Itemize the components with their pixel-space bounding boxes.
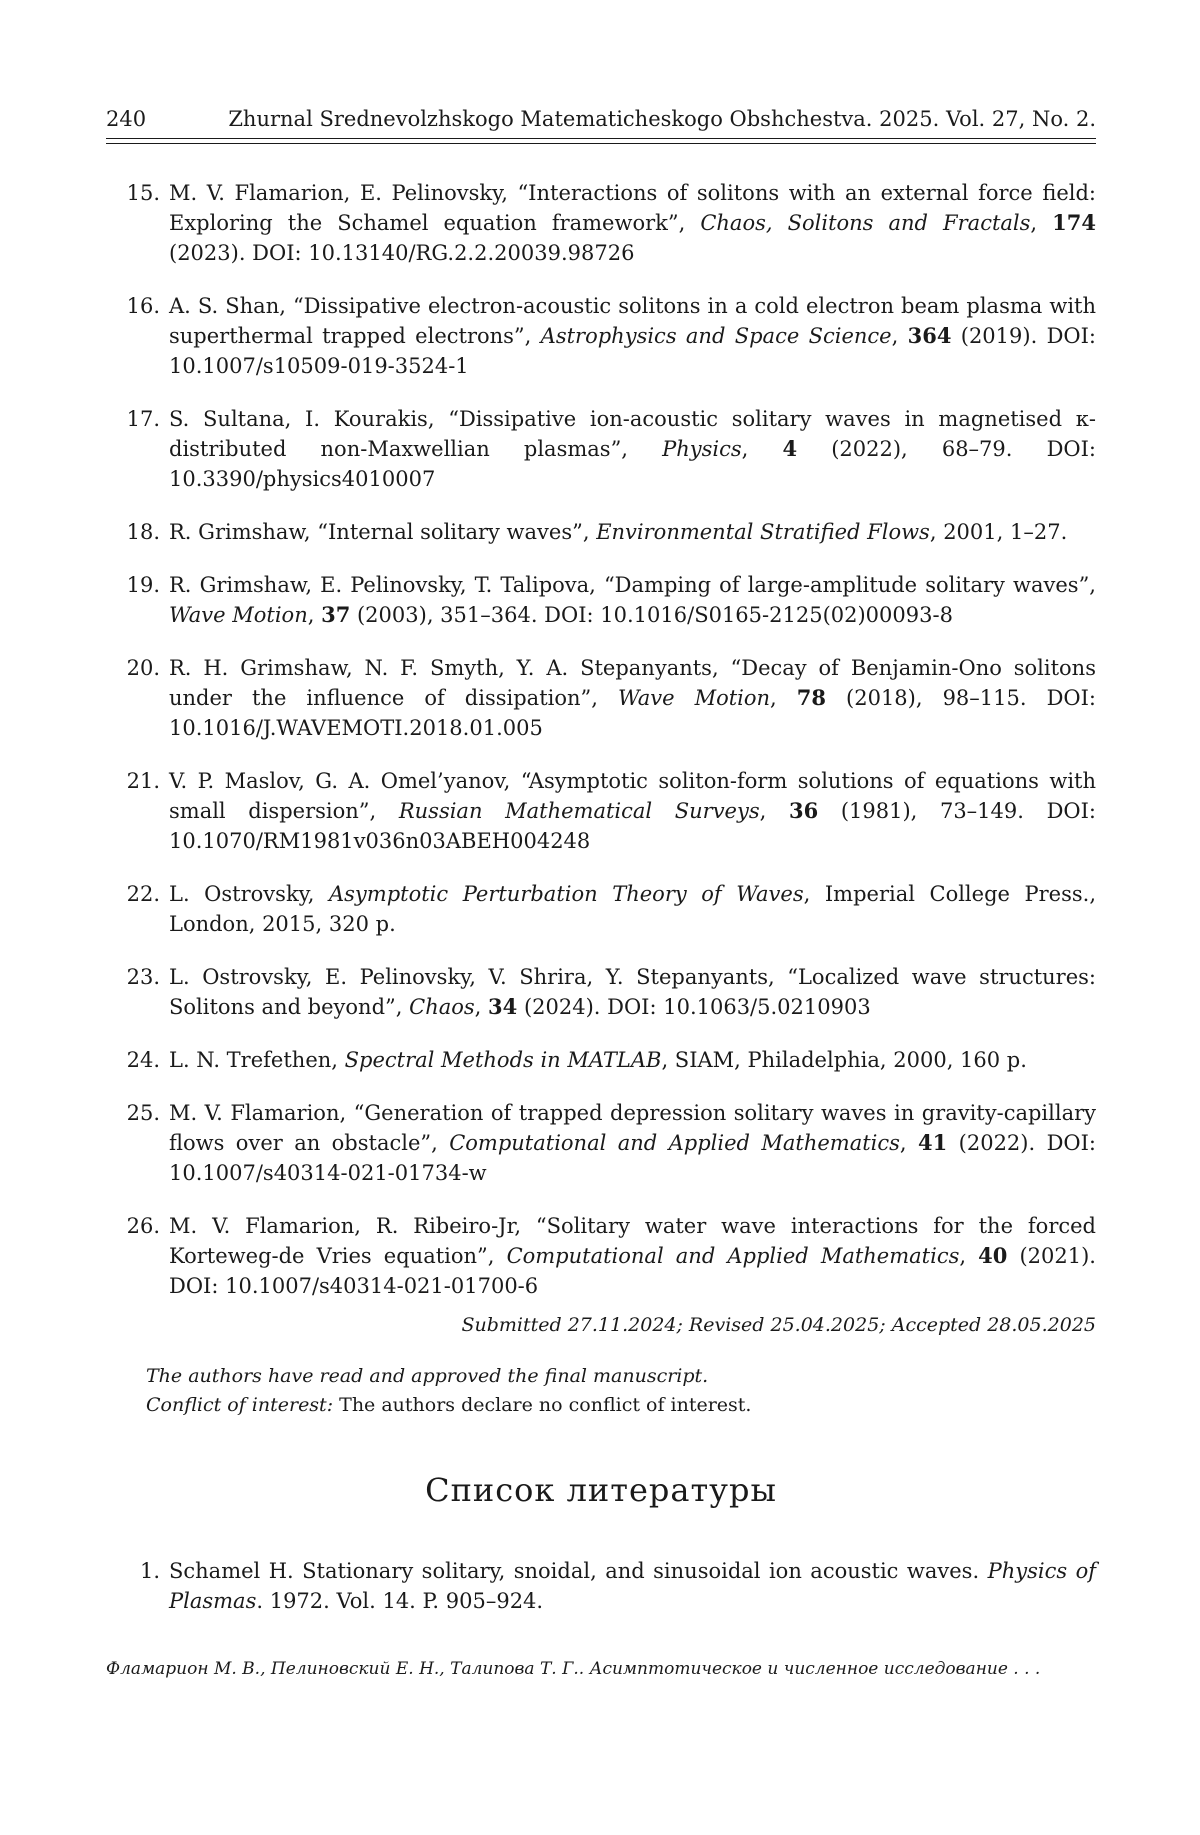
reference-number: 19. [126,573,160,597]
reference-separator: , SIAM, Philadelphia, 2000, 160 p. [661,1048,1027,1072]
reference-venue: Russian Mathematical Surveys [398,799,760,823]
reference-venue: Astrophysics and Space Science [540,324,892,348]
reference-text [169,291,1096,381]
reference-number: 20. [126,656,160,680]
ru-references-heading: Список литературы [425,1471,777,1509]
reference-volume: 36 [788,798,819,823]
reference-venue: Wave Motion [169,603,308,627]
reference-volume: 40 [978,1243,1008,1268]
reference-authors-title: M. V. Flamarion, “Generation of trapped depression solitary waves in gravity-capillary flows over an obstacle”, [169,1101,1096,1155]
journal-title: Zhurnal Srednevolzhskogo Matematicheskogo Obshchestva. 2025. Vol. 27, No. 2. [228,107,1096,131]
reference-separator: , [899,1131,919,1155]
reference-separator: , [759,799,789,823]
reference-item [106,570,1096,630]
reference-separator: . 1972. Vol. 14. P. 905–924. [256,1589,544,1613]
reference-number: 24. [126,1048,160,1072]
reference-number: 21. [126,769,160,793]
reference-list [106,178,1096,1324]
conflict-label: Conflict of interest: [146,1394,334,1416]
reference-text [169,962,1096,1022]
page-number: 240 [106,107,147,131]
running-footer: Фламарион М. В., Пелиновский Е. Н., Талипова Т. Г.. Асимптотическое и численное исследование . . . [106,1659,1041,1679]
reference-separator: , [1030,211,1053,235]
reference-item [106,766,1096,856]
reference-volume: 41 [918,1130,948,1155]
reference-volume: 78 [796,685,826,710]
reference-text [169,404,1096,494]
reference-number: 17. [126,407,160,431]
author-notes [146,1362,1096,1420]
reference-volume: 34 [488,994,518,1019]
reference-volume: 37 [321,602,351,627]
reference-details: (1981), 73–149. DOI: 10.1070/RM1981v036n03ABEH004248 [169,799,1096,853]
reference-text [169,1556,1096,1616]
reference-venue: Wave Motion [617,686,771,710]
reference-item [106,404,1096,494]
submission-dates: Submitted 27.11.2024; Revised 25.04.2025; Accepted 28.05.2025 [461,1314,1096,1336]
reference-separator: , [959,1244,979,1268]
reference-volume: 174 [1052,210,1096,235]
reference-authors-title: A. S. Shan, “Dissipative electron-acoustic solitons in a cold electron beam plasma with superthermal trapped electrons”, [169,294,1096,348]
reference-text [169,570,1096,630]
reference-item [106,1556,1096,1616]
reference-authors-title: R. H. Grimshaw, N. F. Smyth, Y. A. Stepanyants, “Decay of Benjamin-Ono solitons under the influence of dissipation”, [169,656,1096,710]
reference-item [106,962,1096,1022]
reference-authors-title: S. Sultana, I. Kourakis, “Dissipative ion-acoustic solitary waves in magnetised κ-distributed non-Maxwellian plasmas”, [169,407,1096,461]
reference-number: 16. [126,294,160,318]
conflict-note [146,1391,1096,1420]
reference-number: 26. [126,1214,160,1238]
reference-separator: , 2001, 1–27. [929,520,1068,544]
header-rule-bottom [106,143,1096,144]
conflict-text: The authors declare no conflict of interest. [333,1394,752,1416]
approval-text: The authors have read and approved the final manuscript. [146,1365,709,1387]
reference-separator: , [474,995,489,1019]
reference-venue: Chaos, Solitons and Fractals [700,211,1031,235]
reference-item [106,653,1096,743]
reference-venue: Chaos [409,995,475,1019]
reference-number: 22. [126,882,160,906]
reference-details: (2024). DOI: 10.1063/5.0210903 [517,995,871,1019]
header-rule-top [106,138,1096,139]
reference-item [106,1098,1096,1188]
reference-details: (2018), 98–115. DOI: 10.1016/J.WAVEMOTI.2018.01.005 [169,686,1097,740]
reference-number: 15. [126,181,160,205]
reference-text [169,178,1096,268]
reference-authors-title: L. Ostrovsky, E. Pelinovsky, V. Shrira, Y. Stepanyants, “Localized wave structures: Solitons and beyond”, [169,965,1096,1019]
reference-authors-title: M. V. Flamarion, R. Ribeiro-Jr, “Solitary water wave interactions for the forced Korteweg-de Vries equation”, [169,1214,1096,1268]
reference-authors-title: V. P. Maslov, G. A. Omel’yanov, “Asymptotic soliton-form solutions of equations with small dispersion”, [169,769,1096,823]
reference-authors-title: R. Grimshaw, E. Pelinovsky, T. Talipova, “Damping of large-amplitude solitary waves”, [169,573,1096,597]
reference-item [106,517,1096,547]
reference-separator: , [891,324,908,348]
reference-volume: 4 [782,436,798,461]
reference-venue: Computational and Applied Mathematics [506,1244,960,1268]
reference-text [169,1045,1096,1075]
running-header [106,106,1096,132]
reference-venue: Environmental Stratified Flows [596,520,930,544]
reference-item [106,178,1096,268]
reference-text [169,766,1096,856]
reference-separator: , [770,686,797,710]
reference-details: (2023). DOI: 10.13140/RG.2.2.20039.98726 [169,241,635,265]
reference-number: 18. [126,520,160,544]
reference-text [169,1211,1096,1301]
reference-volume: 364 [907,323,952,348]
reference-number: 1. [139,1559,160,1583]
ru-reference-list [106,1556,1096,1639]
reference-venue: Computational and Applied Mathematics [449,1131,900,1155]
reference-authors-title: L. Ostrovsky, [169,882,329,906]
approval-note [146,1362,1096,1391]
reference-authors-title: Schamel H. Stationary solitary, snoidal, and sinusoidal ion acoustic waves. [169,1559,988,1583]
reference-details: (2003), 351–364. DOI: 10.1016/S0165-2125(02)00093-8 [350,603,953,627]
reference-separator: , [307,603,322,627]
reference-details: (2019). DOI: 10.1007/s10509-019-3524-1 [169,324,1097,378]
reference-text [169,653,1096,743]
reference-number: 25. [126,1101,160,1125]
reference-text [169,1098,1096,1188]
reference-separator: , [741,437,783,461]
reference-authors-title: R. Grimshaw, “Internal solitary waves”, [169,520,597,544]
reference-item [106,1045,1096,1075]
reference-separator: , Imperial College Press., London, 2015, 320 p. [169,882,1097,936]
reference-details: (2022), 68–79. DOI: 10.3390/physics4010007 [169,437,1096,491]
reference-details: (2022). DOI: 10.1007/s40314-021-01734-w [169,1131,1096,1185]
reference-item [106,879,1096,939]
reference-number: 23. [126,965,160,989]
reference-item [106,291,1096,381]
reference-authors-title: L. N. Trefethen, [169,1048,345,1072]
reference-item [106,1211,1096,1301]
reference-authors-title: M. V. Flamarion, E. Pelinovsky, “Interactions of solitons with an external force field: Exploring the Schamel equation framework”, [169,181,1096,235]
reference-venue: Spectral Methods in MATLAB [344,1048,662,1072]
reference-venue: Physics [662,437,742,461]
reference-venue: Asymptotic Perturbation Theory of Waves [328,882,804,906]
reference-text [169,879,1096,939]
reference-text [169,517,1096,547]
reference-venue: Physics of Plasmas [169,1559,1097,1613]
reference-details: (2021). DOI: 10.1007/s40314-021-01700-6 [169,1244,1096,1298]
